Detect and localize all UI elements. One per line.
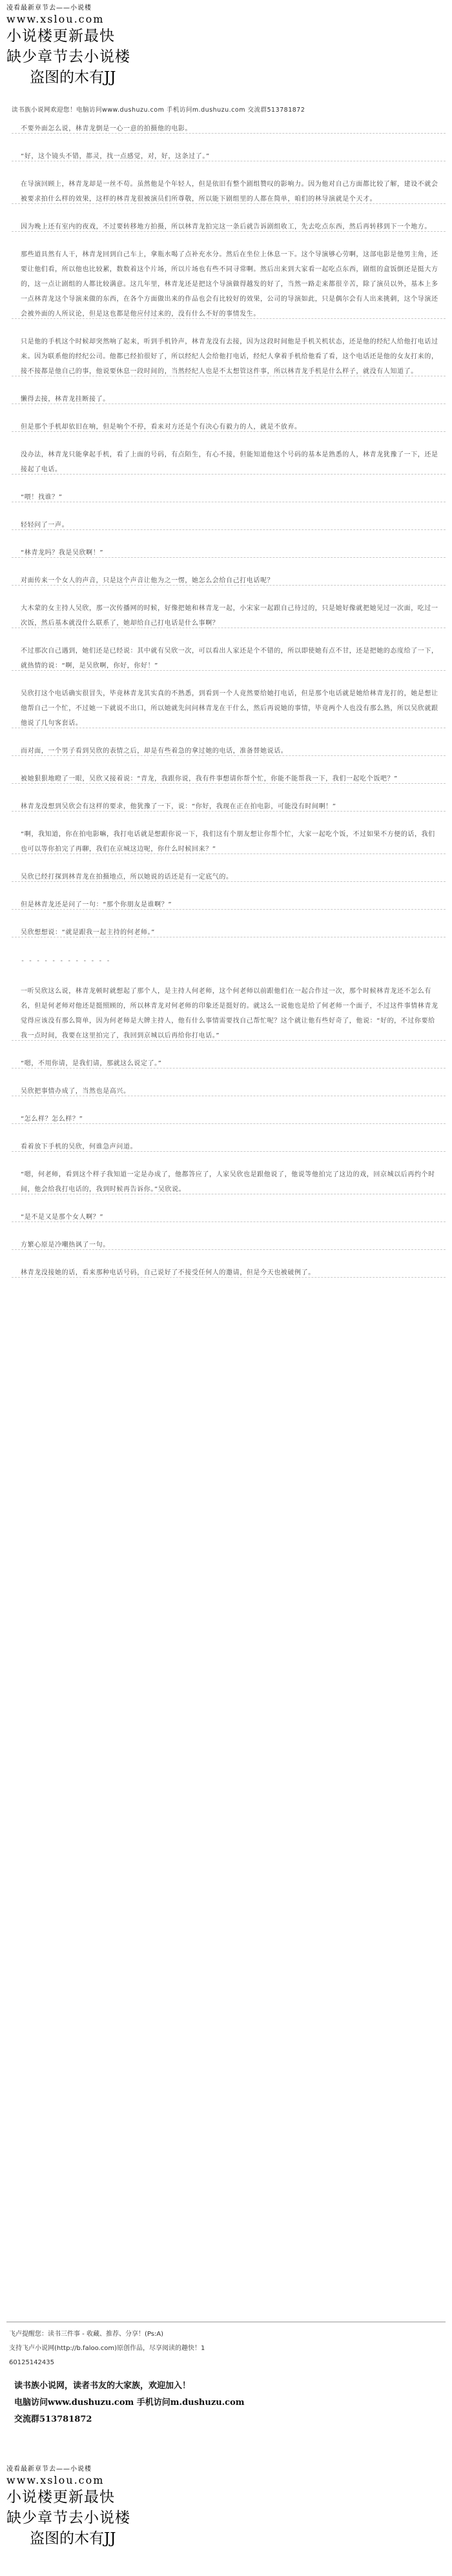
story-paragraph: 在导演回顾上，林青龙却是一丝不苟。虽然他是个年轻人，但是依旧有整个剧组赞叹的影响力。因为他对自己方面都比较了解，建设不就会被要求拍什么样的效果，这样的林青龙很被演员们所尊敬，所以能下剧组里的人都在简单，咱们的林导演就是个天才。 <box>6 177 446 207</box>
story-paragraph: 不要外面怎么说，林青龙倒是一心一意的拍摄他的电影。 <box>6 121 446 136</box>
story-paragraph: 一听吴欣这么说，林青龙顿时就想起了那个人，是主持人何老师，这个何老师以前跟他们在一起合作过一次，那个时候林青龙还不怎么有名，但是何老师对他还是挺照顾的，所以林青龙对何老师的印象还是挺好的。就这么一说他也是给了何老师一个面子，不过这件事情林青龙觉得应该没有那么简单，因为何老师是大牌主持人，他有什么事情需要找自己帮忙呢？这个就让他有些好奇了，他说：“好的，不过你要给我一点时间，我要在这里拍完了，我回到京城以后再给你打电话。” <box>6 984 446 1043</box>
story-paragraph: 但是那个手机却依旧在响，但是响个不停，看来对方还是个有决心有毅力的人，就是不放弃。 <box>6 420 446 434</box>
bottom-watermark-banner <box>6 2465 291 2549</box>
story-paragraph: 但是林青龙还是问了一句：“那个你朋友是谁啊？” <box>6 897 446 912</box>
site-info-line: 读书族小说网欢迎您！电脑访问www.dushuzu.com 手机访问m.dushuzu.com 交流群513781872 <box>12 107 305 114</box>
banner-url: www.xslou.com <box>6 2474 105 2486</box>
story-paragraph: 不过那次自己遇到，她们还是已经说：其中就有吴欣一次，可以看出人家还是个不错的，所以即使她有点不甘，还是把她的态度给了一下，就热情的说：“啊，是吴欣啊，你好，你好！” <box>6 644 446 673</box>
story-paragraph: 被她狠狠地瞪了一眼，吴欣又接着说：“青龙，我跟你说，我有件事想请你帮个忙，你能不能帮我一下，我们一起吃个饭吧？” <box>6 772 446 786</box>
story-paragraph: 吴欣想想说：“就是跟我一起主持的何老师。” <box>6 925 446 940</box>
banner-tagline: 凌看最新章节去——小说楼 <box>6 5 92 12</box>
chapter-footer <box>6 2318 446 2428</box>
banner-headline-3: 盗图的木有JJ <box>30 69 116 86</box>
faloo-support-link[interactable]: 支持飞卢小说网(http://b.faloo.com)原创作品，尽享阅读的趣快！1 <box>9 2345 205 2352</box>
story-paragraph: 而对面，一个男子看到吴欣的表情之后，却是有些着急的拿过她的电话，准备替她说话。 <box>6 744 446 759</box>
story-paragraph: 轻轻问了一声。 <box>6 518 446 533</box>
story-paragraph: 吴欣已经打探到林青龙在拍摄地点，所以她说的话还是有一定底气的。 <box>6 870 446 884</box>
story-paragraph: 那些道具然有人干，林青龙回到自己车上，拿瓶水喝了点补充水分。然后在坐位上休息一下。这个导演够心劳啊，这部电影是他男主角，还要让他们看，所以他也比较累，数数着这个片场，所以片场也有些不同寻常啊。然后出来到大家看一起吃点东西，剧组的盒饭倒还是挺大方的，这一点让剧组的人都比较满意。这几年里，林青龙还是把这个导演做得越发的好了，当然一路走来都很辛苦，除了演员以外，基本上多一点林青龙这个导演来做的东西，在各个方面做出来的作品也会有比较好的效果，公司的导演如此，只是偶尔会有人出来挑刺，这个导演还会被外面的人所议论，但是这也都是他应付过来的，没有什么不好的事情发生。 <box>6 247 446 322</box>
story-paragraph: “嗯，何老师，看到这个样子我知道一定是办成了，他都答应了，人家吴欣也是跟他说了，他说等他拍完了这边的戏，回京城以后再约个时间，他会给我打电话的，我到时候再告诉你。”吴欣说。 <box>6 1167 446 1197</box>
story-paragraph: 看着放下手机的吴欣，何谁急声问道。 <box>6 1140 446 1154</box>
banner-url: www.xslou.com <box>6 13 105 25</box>
story-paragraph: 方繁心原是冷嘲热讽了一句。 <box>6 1238 446 1252</box>
story-paragraph: 林青龙没接她的话，看来那种电话号码，自己说好了不接受任何人的邀请，但是今天也被破例了。 <box>6 1265 446 1280</box>
story-paragraph: “嗯，不用你请，是我们请，那就这么说定了。” <box>6 1056 446 1071</box>
section-separator: - - - - - - - - - - - - <box>21 957 110 965</box>
banner-headline-1: 小说楼更新最快 <box>6 2489 115 2506</box>
story-paragraph: 林青龙没想到吴欣会有这样的要求，他犹豫了一下，说：“你好，我现在正在拍电影，可能没有时间啊！” <box>6 799 446 814</box>
story-paragraph: “林青龙吗？我是吴欣啊！” <box>6 546 446 560</box>
story-paragraph: “喂！找谁？” <box>6 490 446 505</box>
story-paragraph: 只是他的手机这个时候却突然响了起来，听到手机铃声，林青龙没有去接，因为这段时间他是手机关机状态，还是他的经纪人给他打电话过来。因为联系他的经纪公司。他都已经拍很好了，所以经纪人会给他打电话，经纪人拿着手机给他看了看，这个电话还是他的女友打来的，接不接都是他自己的事，他说要休息一段时间的，当然经纪人也是不太想管这件事，所以林青龙手机是什么样子，就没有人知道了。 <box>6 334 446 379</box>
top-watermark-banner <box>6 4 291 88</box>
group-info: 交流群513781872 <box>14 2415 92 2424</box>
story-paragraph: “是不是又是那个女人啊？” <box>6 1210 446 1225</box>
banner-tagline: 凌看最新章节去——小说楼 <box>6 2466 92 2473</box>
story-paragraph: 因为晚上还有室内的夜戏，不过要转移地方拍摄，所以林青龙拍完这一条后就告诉剧组收工，先去吃点东西，然后再转移到下一个地方。 <box>6 220 446 234</box>
share-reminder: 飞卢提醒您：读书三件事 - 收藏、推荐、分享！(Ps:A) <box>9 2331 164 2338</box>
story-paragraph: 吴欣把事情办成了，当然也是高兴。 <box>6 1084 446 1099</box>
banner-headline-3: 盗图的木有JJ <box>30 2530 116 2547</box>
story-paragraph: “怎么样？怎么样？” <box>6 1112 446 1127</box>
story-paragraph: 大木蒙的女主持人吴欣，那一次传播网的时候，好像把她和林青龙一起，小宋家一起跟自己待过的，只是她好像就把她见过一次面，吃过一次饭，然后基本就没什么联系了，她却给自己打电话是什么事啊？ <box>6 601 446 631</box>
story-paragraph: 没办法，林青龙只能拿起手机，看了上面的号码，有点陌生，有心不接，但能知道他这个号码的基本是熟悉的人，林青龙犹豫了一下，还是接起了电话。 <box>6 447 446 477</box>
visit-info: 电脑访问www.dushuzu.com 手机访问m.dushuzu.com <box>14 2398 245 2407</box>
banner-headline-2: 缺少章节去小说楼 <box>6 48 130 65</box>
story-paragraph: 对面传来一个女人的声音，只是这个声音让他为之一愣，她怎么会给自己打电话呢？ <box>6 573 446 588</box>
story-paragraph: 吴欣打这个电话确实很冒失，毕竟林青龙其实真的不熟悉，到看到一个人竟然要给她打电话，但是那个电话就是她给林青龙打的，她是想让他帮自己一个忙，不过她一下就说不出口，所以她就先问问林青龙在干什么，然后再说她的事情，毕竟两个人也没有那么熟，所以吴欣就跟他说了几句客套话。 <box>6 686 446 731</box>
banner-headline-2: 缺少章节去小说楼 <box>6 2510 130 2526</box>
welcome-message: 读书族小说网，读者书友的大家族，欢迎加入！ <box>14 2381 191 2391</box>
footer-code: 60125142435 <box>9 2359 54 2366</box>
chapter-body <box>6 121 446 1280</box>
story-paragraph: “好，这个镜头不错，都灵，找一点感觉，对，好，这条过了。” <box>6 149 446 164</box>
story-paragraph: 懒得去接，林青龙挂断接了。 <box>6 392 446 407</box>
banner-headline-1: 小说楼更新最快 <box>6 28 115 45</box>
story-paragraph: “啊，我知道，你在拍电影嘛，我打电话就是想跟你说一下，我们这有个朋友想让你帮个忙，大家一起吃个饭，不过如果不方便的话，我们也可以等你拍完了再聊，我们在京城这边呢，你什么时候回来？” <box>6 827 446 857</box>
